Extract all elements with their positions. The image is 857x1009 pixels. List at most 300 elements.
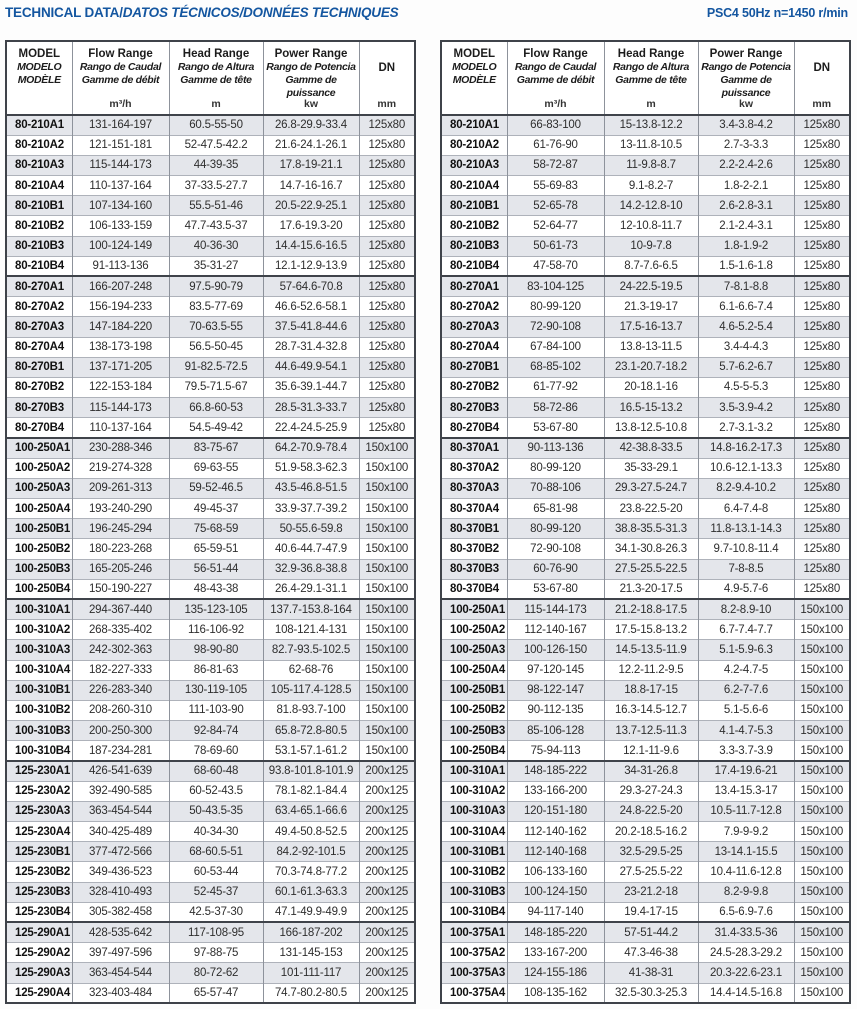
model-cell: 100-375A3 — [441, 963, 507, 983]
flow-range-cell: 208-260-310 — [72, 700, 169, 720]
table-header — [441, 41, 850, 115]
flow-range-cell: 200-250-300 — [72, 721, 169, 741]
model-cell: 80-210B2 — [441, 216, 507, 236]
flow-range-cell: 72-90-108 — [507, 317, 604, 337]
page-header — [5, 5, 848, 20]
model-cell: 80-210A4 — [441, 176, 507, 196]
dn-cell: 150x100 — [359, 741, 415, 761]
dn-cell: 200x125 — [359, 822, 415, 842]
table-row — [441, 519, 850, 539]
dn-cell: 125x80 — [794, 458, 850, 478]
power-range-cell: 4.5-5-5.3 — [698, 377, 794, 397]
dn-cell: 125x80 — [359, 236, 415, 256]
dn-cell: 125x80 — [359, 135, 415, 155]
head-range-cell: 21.2-18.8-17.5 — [604, 599, 698, 619]
head-range-cell: 60-52-43.5 — [169, 781, 263, 801]
power-range-cell: 28.7-31.4-32.8 — [263, 337, 359, 357]
power-range-cell: 82.7-93.5-102.5 — [263, 640, 359, 660]
flow-range-cell: 94-117-140 — [507, 902, 604, 922]
head-range-cell: 66.8-60-53 — [169, 398, 263, 418]
dn-cell: 125x80 — [794, 478, 850, 498]
model-cell: 100-250A1 — [441, 599, 507, 619]
model-cell: 80-270A4 — [441, 337, 507, 357]
flow-range-cell: 148-185-222 — [507, 761, 604, 781]
table-row — [6, 398, 415, 418]
model-cell: 80-210A1 — [441, 115, 507, 135]
model-cell: 80-210B2 — [6, 216, 72, 236]
head-range-cell: 21.3-20-17.5 — [604, 579, 698, 599]
model-cell: 80-210B4 — [6, 256, 72, 276]
power-range-cell: 6.1-6.6-7.4 — [698, 297, 794, 317]
head-range-cell: 17.5-15.8-13.2 — [604, 620, 698, 640]
head-range-cell: 75-68-59 — [169, 519, 263, 539]
head-range-cell: 24.8-22.5-20 — [604, 801, 698, 821]
flow-range-cell: 428-535-642 — [72, 922, 169, 942]
head-range-cell: 13.8-13-11.5 — [604, 337, 698, 357]
model-column-header: MODEL MODELO MODÈLE — [441, 41, 507, 115]
table-row — [441, 559, 850, 579]
flow-range-cell: 110-137-164 — [72, 418, 169, 438]
model-cell: 100-250A3 — [441, 640, 507, 660]
power-range-cell: 84.2-92-101.5 — [263, 842, 359, 862]
power-range-cell: 1.8-1.9-2 — [698, 236, 794, 256]
head-range-cell: 116-106-92 — [169, 620, 263, 640]
head-range-cell: 20-18.1-16 — [604, 377, 698, 397]
dn-cell: 150x100 — [359, 640, 415, 660]
table-row — [441, 276, 850, 296]
head-range-cell: 8.7-7.6-6.5 — [604, 256, 698, 276]
table-row — [6, 337, 415, 357]
model-cell: 80-270B4 — [441, 418, 507, 438]
head-range-cell: 68-60.5-51 — [169, 842, 263, 862]
table-row — [6, 115, 415, 135]
power-range-cell: 10.5-11.7-12.8 — [698, 801, 794, 821]
model-cell: 80-270A2 — [441, 297, 507, 317]
dn-cell: 125x80 — [794, 256, 850, 276]
power-range-cell: 50-55.6-59.8 — [263, 519, 359, 539]
flow-range-cell: 115-144-173 — [72, 155, 169, 175]
flow-range-cell: 226-283-340 — [72, 680, 169, 700]
flow-range-cell: 115-144-173 — [72, 398, 169, 418]
head-range-cell: 23.8-22.5-20 — [604, 499, 698, 519]
head-range-cell: 27.5-25.5-22.5 — [604, 559, 698, 579]
model-cell: 100-310B1 — [441, 842, 507, 862]
dn-column-header: DN mm — [359, 41, 415, 115]
table-row — [6, 236, 415, 256]
table-row — [441, 700, 850, 720]
model-cell: 80-210B3 — [441, 236, 507, 256]
model-cell: 80-370B3 — [441, 559, 507, 579]
table-row — [6, 559, 415, 579]
flow-unit: m³/h — [544, 98, 567, 111]
flow-range-cell: 340-425-489 — [72, 822, 169, 842]
model-cell: 80-210A3 — [6, 155, 72, 175]
flow-range-cell: 58-72-87 — [507, 155, 604, 175]
table-row — [441, 499, 850, 519]
head-range-cell: 19.4-17-15 — [604, 902, 698, 922]
head-range-cell: 15-13.8-12.2 — [604, 115, 698, 135]
flow-range-cell: 138-173-198 — [72, 337, 169, 357]
dn-cell: 150x100 — [359, 660, 415, 680]
model-cell: 125-230B1 — [6, 842, 72, 862]
head-range-cell: 29.3-27.5-24.7 — [604, 478, 698, 498]
dn-cell: 200x125 — [359, 983, 415, 1003]
table-row — [441, 377, 850, 397]
head-range-cell: 35-33-29.1 — [604, 458, 698, 478]
power-range-cell: 9.7-10.8-11.4 — [698, 539, 794, 559]
power-range-column-header: Power Range Rango de Potencia Gamme de puissance kw — [263, 41, 359, 115]
model-cell: 80-270A3 — [441, 317, 507, 337]
dn-cell: 125x80 — [794, 337, 850, 357]
flow-range-cell: 112-140-167 — [507, 620, 604, 640]
power-range-cell: 17.8-19-21.1 — [263, 155, 359, 175]
flow-range-cell: 80-99-120 — [507, 297, 604, 317]
flow-range-cell: 156-194-233 — [72, 297, 169, 317]
table-row — [441, 943, 850, 963]
table-row — [441, 640, 850, 660]
power-range-cell: 57-64.6-70.8 — [263, 276, 359, 296]
dn-cell: 150x100 — [359, 680, 415, 700]
table-row — [441, 822, 850, 842]
table-row — [6, 519, 415, 539]
model-cell: 80-210A1 — [6, 115, 72, 135]
power-range-cell: 3.4-4-4.3 — [698, 337, 794, 357]
head-range-cell: 23-21.2-18 — [604, 882, 698, 902]
model-cell: 80-270B1 — [6, 357, 72, 377]
flow-unit: m³/h — [109, 98, 132, 111]
model-cell: 100-250B2 — [6, 539, 72, 559]
model-cell: 100-250B3 — [6, 559, 72, 579]
flow-range-cell: 85-106-128 — [507, 721, 604, 741]
dn-cell: 150x100 — [794, 700, 850, 720]
head-range-cell: 13.8-12.5-10.8 — [604, 418, 698, 438]
dn-cell: 200x125 — [359, 842, 415, 862]
dn-cell: 200x125 — [359, 761, 415, 781]
dn-cell: 125x80 — [359, 115, 415, 135]
model-cell: 100-310B4 — [6, 741, 72, 761]
flow-range-cell: 397-497-596 — [72, 943, 169, 963]
table-row — [441, 135, 850, 155]
model-cell: 80-370A2 — [441, 458, 507, 478]
head-range-cell: 68-60-48 — [169, 761, 263, 781]
head-range-cell: 47.3-46-38 — [604, 943, 698, 963]
head-range-cell: 97-88-75 — [169, 943, 263, 963]
head-range-cell: 83.5-77-69 — [169, 297, 263, 317]
head-range-cell: 78-69-60 — [169, 741, 263, 761]
dn-cell: 150x100 — [359, 721, 415, 741]
table-row — [441, 620, 850, 640]
power-range-cell: 8.2-9-9.8 — [698, 882, 794, 902]
flow-range-cell: 106-133-159 — [72, 216, 169, 236]
table-row — [6, 438, 415, 458]
flow-range-cell: 67-84-100 — [507, 337, 604, 357]
power-range-cell: 10.4-11.6-12.8 — [698, 862, 794, 882]
model-cell: 80-210B1 — [441, 196, 507, 216]
table-row — [441, 216, 850, 236]
flow-range-cell: 100-126-150 — [507, 640, 604, 660]
power-range-cell: 3.3-3.7-3.9 — [698, 741, 794, 761]
head-range-column-header: Head Range Rango de Altura Gamme de tête m — [604, 41, 698, 115]
table-row — [441, 882, 850, 902]
power-range-cell: 81.8-93.7-100 — [263, 700, 359, 720]
dn-cell: 150x100 — [794, 620, 850, 640]
head-range-cell: 44-39-35 — [169, 155, 263, 175]
power-range-cell: 14.7-16-16.7 — [263, 176, 359, 196]
power-range-cell: 47.1-49.9-49.9 — [263, 902, 359, 922]
flow-range-cell: 58-72-86 — [507, 398, 604, 418]
table-row — [6, 761, 415, 781]
model-cell: 100-250B3 — [441, 721, 507, 741]
flow-range-cell: 165-205-246 — [72, 559, 169, 579]
flow-range-cell: 349-436-523 — [72, 862, 169, 882]
flow-range-cell: 90-112-135 — [507, 700, 604, 720]
model-cell: 80-270B2 — [6, 377, 72, 397]
power-range-cell: 166-187-202 — [263, 922, 359, 942]
model-cell: 100-310A4 — [6, 660, 72, 680]
table-row — [441, 458, 850, 478]
dn-cell: 125x80 — [794, 236, 850, 256]
head-range-cell: 13-11.8-10.5 — [604, 135, 698, 155]
model-cell: 100-250A4 — [441, 660, 507, 680]
table-row — [441, 115, 850, 135]
model-cell: 125-290A3 — [6, 963, 72, 983]
flow-range-cell: 122-153-184 — [72, 377, 169, 397]
table-row — [6, 317, 415, 337]
table-row — [6, 297, 415, 317]
model-cell: 80-210B3 — [6, 236, 72, 256]
table-row — [6, 599, 415, 619]
power-range-cell: 37.5-41.8-44.6 — [263, 317, 359, 337]
flow-range-cell: 305-382-458 — [72, 902, 169, 922]
dn-cell: 150x100 — [794, 781, 850, 801]
table-row — [441, 418, 850, 438]
head-range-cell: 29.3-27-24.3 — [604, 781, 698, 801]
head-range-cell: 17.5-16-13.7 — [604, 317, 698, 337]
head-range-cell: 24-22.5-19.5 — [604, 276, 698, 296]
dn-cell: 150x100 — [359, 599, 415, 619]
dn-cell: 125x80 — [794, 438, 850, 458]
dn-cell: 125x80 — [794, 559, 850, 579]
model-cell: 80-270B4 — [6, 418, 72, 438]
dn-cell: 150x100 — [794, 680, 850, 700]
table-row — [441, 438, 850, 458]
model-cell: 100-250A3 — [6, 478, 72, 498]
model-unit — [8, 100, 71, 111]
dn-cell: 150x100 — [794, 660, 850, 680]
head-range-cell: 47.7-43.5-37 — [169, 216, 263, 236]
power-range-cell: 7.9-9-9.2 — [698, 822, 794, 842]
dn-cell: 150x100 — [359, 458, 415, 478]
head-range-cell: 34-31-26.8 — [604, 761, 698, 781]
dn-cell: 125x80 — [359, 297, 415, 317]
flow-range-cell: 97-120-145 — [507, 660, 604, 680]
flow-range-cell: 182-227-333 — [72, 660, 169, 680]
model-cell: 100-250B4 — [441, 741, 507, 761]
flow-range-cell: 120-151-180 — [507, 801, 604, 821]
head-range-cell: 98-90-80 — [169, 640, 263, 660]
flow-range-cell: 75-94-113 — [507, 741, 604, 761]
head-range-cell: 16.3-14.5-12.7 — [604, 700, 698, 720]
table-row — [441, 660, 850, 680]
dn-cell: 200x125 — [359, 963, 415, 983]
table-row — [441, 398, 850, 418]
dn-cell: 150x100 — [794, 943, 850, 963]
model-cell: 100-250B4 — [6, 579, 72, 599]
power-range-cell: 51.9-58.3-62.3 — [263, 458, 359, 478]
power-range-cell: 60.1-61.3-63.3 — [263, 882, 359, 902]
power-range-cell: 14.8-16.2-17.3 — [698, 438, 794, 458]
dn-cell: 125x80 — [794, 519, 850, 539]
head-range-cell: 80-72-62 — [169, 963, 263, 983]
dn-cell: 125x80 — [359, 377, 415, 397]
dn-cell: 125x80 — [359, 176, 415, 196]
model-cell: 125-290A4 — [6, 983, 72, 1003]
model-cell: 100-250A2 — [6, 458, 72, 478]
flow-range-cell: 80-99-120 — [507, 458, 604, 478]
power-range-cell: 3.5-3.9-4.2 — [698, 398, 794, 418]
head-range-cell: 111-103-90 — [169, 700, 263, 720]
model-cell: 125-230B3 — [6, 882, 72, 902]
flow-range-cell: 133-167-200 — [507, 943, 604, 963]
power-range-cell: 5.1-5.6-6 — [698, 700, 794, 720]
power-range-cell: 4.2-4.7-5 — [698, 660, 794, 680]
dn-cell: 125x80 — [794, 216, 850, 236]
pump-series-spec: PSC4 50Hz n=1450 r/min — [706, 6, 848, 20]
dn-cell: 150x100 — [794, 761, 850, 781]
dn-cell: 200x125 — [359, 801, 415, 821]
table-row — [441, 297, 850, 317]
head-range-cell: 59-52-46.5 — [169, 478, 263, 498]
flow-range-cell: 180-223-268 — [72, 539, 169, 559]
head-range-cell: 16.5-15-13.2 — [604, 398, 698, 418]
table-row — [441, 963, 850, 983]
dn-cell: 125x80 — [359, 155, 415, 175]
table-row — [441, 478, 850, 498]
dn-cell: 125x80 — [794, 377, 850, 397]
head-range-cell: 50-43.5-35 — [169, 801, 263, 821]
power-range-cell: 78.1-82.1-84.4 — [263, 781, 359, 801]
head-range-column-header: Head Range Rango de Altura Gamme de tête m — [169, 41, 263, 115]
dn-cell: 200x125 — [359, 781, 415, 801]
dn-cell: 150x100 — [794, 640, 850, 660]
model-cell: 100-310A4 — [441, 822, 507, 842]
power-range-cell: 53.1-57.1-61.2 — [263, 741, 359, 761]
power-range-cell: 20.5-22.9-25.1 — [263, 196, 359, 216]
power-range-cell: 5.1-5.9-6.3 — [698, 640, 794, 660]
flow-range-cell: 72-90-108 — [507, 539, 604, 559]
head-range-cell: 40-34-30 — [169, 822, 263, 842]
power-unit: kw — [303, 98, 318, 111]
head-range-cell: 18.8-17-15 — [604, 680, 698, 700]
model-cell: 80-370A4 — [441, 499, 507, 519]
dn-cell: 125x80 — [794, 115, 850, 135]
head-range-cell: 12-10.8-11.7 — [604, 216, 698, 236]
power-range-cell: 35.6-39.1-44.7 — [263, 377, 359, 397]
dn-cell: 150x100 — [794, 842, 850, 862]
table-row — [441, 317, 850, 337]
flow-range-cell: 115-144-173 — [507, 599, 604, 619]
table-row — [441, 862, 850, 882]
head-range-cell: 32.5-30.3-25.3 — [604, 983, 698, 1003]
table-row — [6, 680, 415, 700]
head-range-cell: 35-31-27 — [169, 256, 263, 276]
model-cell: 80-370B4 — [441, 579, 507, 599]
table-row — [6, 216, 415, 236]
flow-range-cell: 166-207-248 — [72, 276, 169, 296]
dn-cell: 150x100 — [794, 822, 850, 842]
flow-range-cell: 90-113-136 — [507, 438, 604, 458]
power-range-cell: 12.1-12.9-13.9 — [263, 256, 359, 276]
table-row — [441, 741, 850, 761]
model-cell: 100-310B3 — [6, 721, 72, 741]
dn-cell: 150x100 — [794, 741, 850, 761]
technical-data-table-right — [440, 40, 851, 1004]
dn-cell: 200x125 — [359, 862, 415, 882]
page-title — [5, 5, 398, 20]
model-cell: 100-375A2 — [441, 943, 507, 963]
power-range-cell: 2.1-2.4-3.1 — [698, 216, 794, 236]
model-cell: 100-310A3 — [6, 640, 72, 660]
power-range-cell: 31.4-33.5-36 — [698, 922, 794, 942]
head-unit: m — [646, 98, 656, 111]
table-body — [441, 115, 850, 1003]
model-cell: 100-310A1 — [441, 761, 507, 781]
power-range-cell: 101-111-117 — [263, 963, 359, 983]
flow-range-cell: 112-140-168 — [507, 842, 604, 862]
dn-cell: 200x125 — [359, 943, 415, 963]
technical-data-table-left — [5, 40, 416, 1004]
dn-unit: mm — [377, 98, 397, 111]
power-range-cell: 8.2-8.9-10 — [698, 599, 794, 619]
head-range-cell: 65-59-51 — [169, 539, 263, 559]
flow-range-cell: 50-61-73 — [507, 236, 604, 256]
dn-cell: 200x125 — [359, 922, 415, 942]
flow-range-cell: 209-261-313 — [72, 478, 169, 498]
power-range-cell: 10.6-12.1-13.3 — [698, 458, 794, 478]
table-row — [6, 983, 415, 1003]
page-title-main: TECHNICAL DATA/ — [5, 5, 123, 20]
head-range-cell: 12.1-11-9.6 — [604, 741, 698, 761]
table-row — [6, 922, 415, 942]
flow-range-cell: 124-155-186 — [507, 963, 604, 983]
model-cell: 80-370B1 — [441, 519, 507, 539]
table-row — [441, 599, 850, 619]
model-cell: 100-310B2 — [6, 700, 72, 720]
head-range-cell: 60-53-44 — [169, 862, 263, 882]
flow-range-cell: 268-335-402 — [72, 620, 169, 640]
flow-range-cell: 392-490-585 — [72, 781, 169, 801]
power-range-cell: 13-14.1-15.5 — [698, 842, 794, 862]
flow-range-cell: 61-76-90 — [507, 135, 604, 155]
dn-cell: 125x80 — [794, 357, 850, 377]
head-range-cell: 56-51-44 — [169, 559, 263, 579]
dn-cell: 125x80 — [359, 196, 415, 216]
flow-range-cell: 187-234-281 — [72, 741, 169, 761]
power-range-cell: 4.9-5.7-6 — [698, 579, 794, 599]
table-body — [6, 115, 415, 1003]
model-cell: 100-375A1 — [441, 922, 507, 942]
dn-cell: 125x80 — [794, 276, 850, 296]
dn-cell: 150x100 — [359, 559, 415, 579]
model-cell: 100-310A2 — [6, 620, 72, 640]
head-range-cell: 135-123-105 — [169, 599, 263, 619]
dn-cell: 200x125 — [359, 882, 415, 902]
power-range-cell: 7-8.1-8.8 — [698, 276, 794, 296]
head-range-cell: 57-51-44.2 — [604, 922, 698, 942]
power-range-cell: 1.5-1.6-1.8 — [698, 256, 794, 276]
model-cell: 80-270A1 — [441, 276, 507, 296]
flow-range-cell: 150-190-227 — [72, 579, 169, 599]
